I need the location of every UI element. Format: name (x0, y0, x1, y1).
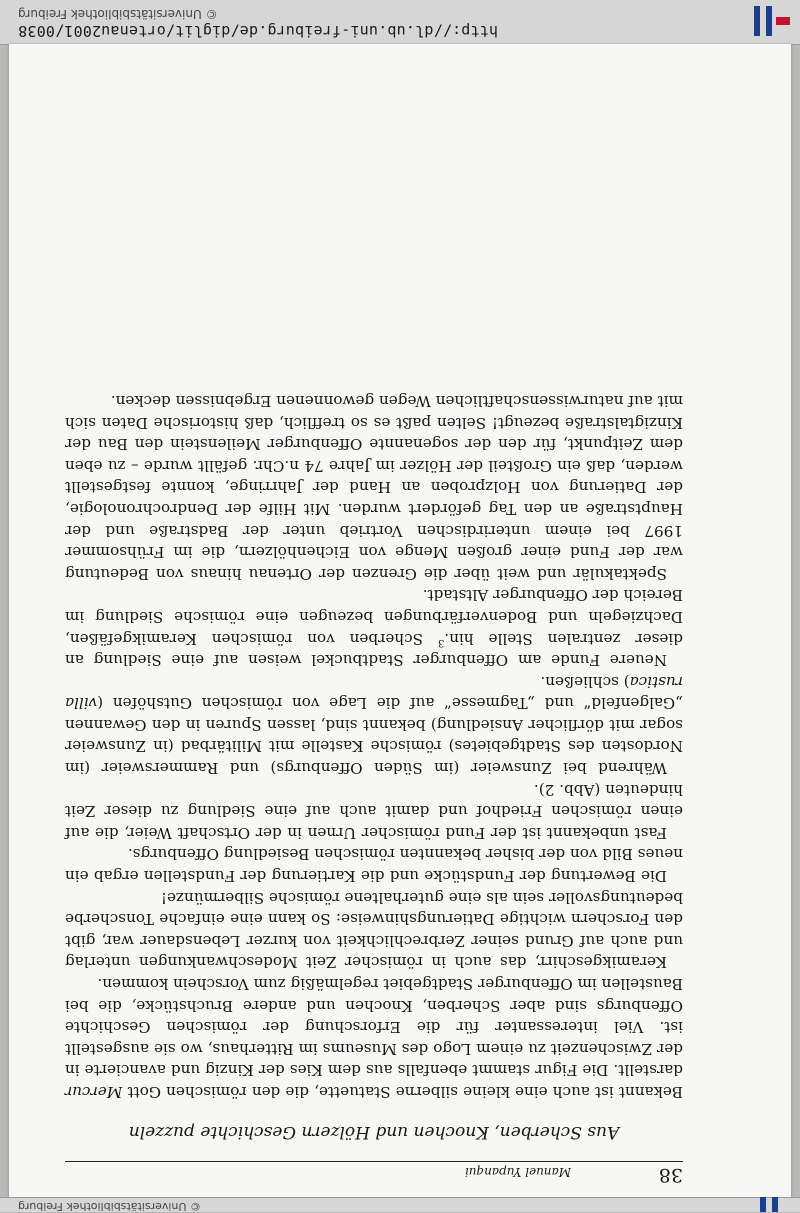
section-title: Aus Scherben, Knochen und Hölzern Geschichte puzzeln (128, 1122, 620, 1142)
viewer-bottom-bar (0, 1197, 800, 1212)
ub-freiburg-logo-icon (750, 6, 790, 36)
paragraph: Bekannt ist auch eine kleine silberne Statuette, die den römischen Gott Mercur darstellt. Die Figur stammt ebenfalls aus dem Kies der Kinzig und avancierte in der Zwischenzeit zu einem Logo des Museums im Ritterhaus, wo sie ausgestellt ist. Viel interessanter für die Erforschung der römischen Geschichte Offenburgs sind aber Scherben, Knochen und andere Bruchstücke, die bei Baustellen im Offenburger Stadtgebiet regelmäßig zum Vorschein kommen. (65, 975, 683, 1101)
header-rule (65, 1161, 683, 1162)
copyright-notice-bottom: © Universitätsbibliothek Freiburg (18, 1200, 201, 1213)
footnote-marker[interactable]: 3 (437, 636, 445, 648)
italic-term: Mercur (65, 1083, 123, 1101)
ub-freiburg-logo-small-icon (756, 1197, 786, 1212)
paragraph: Spektakulär und weit über die Grenzen der Ortenau hinaus von Bedeutung war der Fund einer großen Menge von Eichenhölzern, die im Frühsommer 1997 bei einem unterirdischen Vortrieb unter der Badstraße und der Hauptstraße an den Tag gefördert wurden. Mit Hilfe der Dendrochronologie, der Datierung von Holzproben an Hand der Jahrringe, konnte festgestellt werden, daß ein Großteil der Hölzer im Jahre 74 n.Chr. gefällt wurde – zu eben dem Zeitpunkt, für den der sogenannte Offenburger Meilenstein den Bau der Kinzigtalstraße bezeugt! Selten paßt es so trefflich, daß historische Daten sich mit auf naturwissenschaftlichen Wegen gewonnenen Ergebnissen decken. (65, 392, 683, 583)
paragraph: Während bei Zunsweier (im Süden Offenburgs) und Rammersweier (im Nordosten des Stadtgebietes) römische Kastelle mit Militärbad (in Zunsweier sogar mit dörflicher Ansiedlung) bekannt sind, lassen Spuren in den Gewannen „Galgenfeld“ und „Tagmesse“ auf die Lage von römischen Gutshöfen (villa rustica) schließen. (65, 672, 683, 778)
viewer-top-bar (0, 0, 800, 45)
paragraph: Neuere Funde am Offenburger Stadtbuckel weisen auf eine Siedlung an dieser zentralen Stelle hin.$^3$ Scherben von römischen Keramikgefäßen, Dachziegeln und Bodenverfärbungen bezeugen eine römische Siedlung im Bereich der Offenburger Altstadt. (64, 586, 683, 670)
italic-term: villa rustica (65, 672, 683, 713)
paragraph: Die Bewertung der Fundstücke und die Kartierung der Fundstellen ergab ein neues Bild von der bisher bekannten römischen Besiedlung Offenburgs. (65, 845, 683, 886)
scanned-page (9, 44, 791, 1198)
paragraph: Keramikgeschirr, das auch in römischer Zeit Modeschwankungen unterlag und auch auf Grund seiner Zerbrechlichkeit von kurzer Lebensdauer war, gibt den Forschern wichtige Datierungshinweise: So kann eine einfache Tonscherbe bedeutungsvoller sein als eine guterhaltene römische Silbermünze! (65, 888, 683, 972)
page-url[interactable]: http://dl.ub.uni-freiburg.de/diglit/ortenau2001/0038 (18, 22, 498, 40)
running-head-author: Manuel Yupanqui (464, 1165, 571, 1179)
page-number: 38 (658, 1164, 683, 1186)
body-text (65, 389, 683, 1102)
paragraph: Fast unbekannt ist der Fund römischer Urnen in der Ortschaft Weier, die auf einen römischen Friedhof und damit auch auf eine Siedlung zu dieser Zeit hindeuten (Abb. 2). (65, 780, 683, 842)
copyright-notice: © Universitätsbibliothek Freiburg (18, 7, 218, 21)
